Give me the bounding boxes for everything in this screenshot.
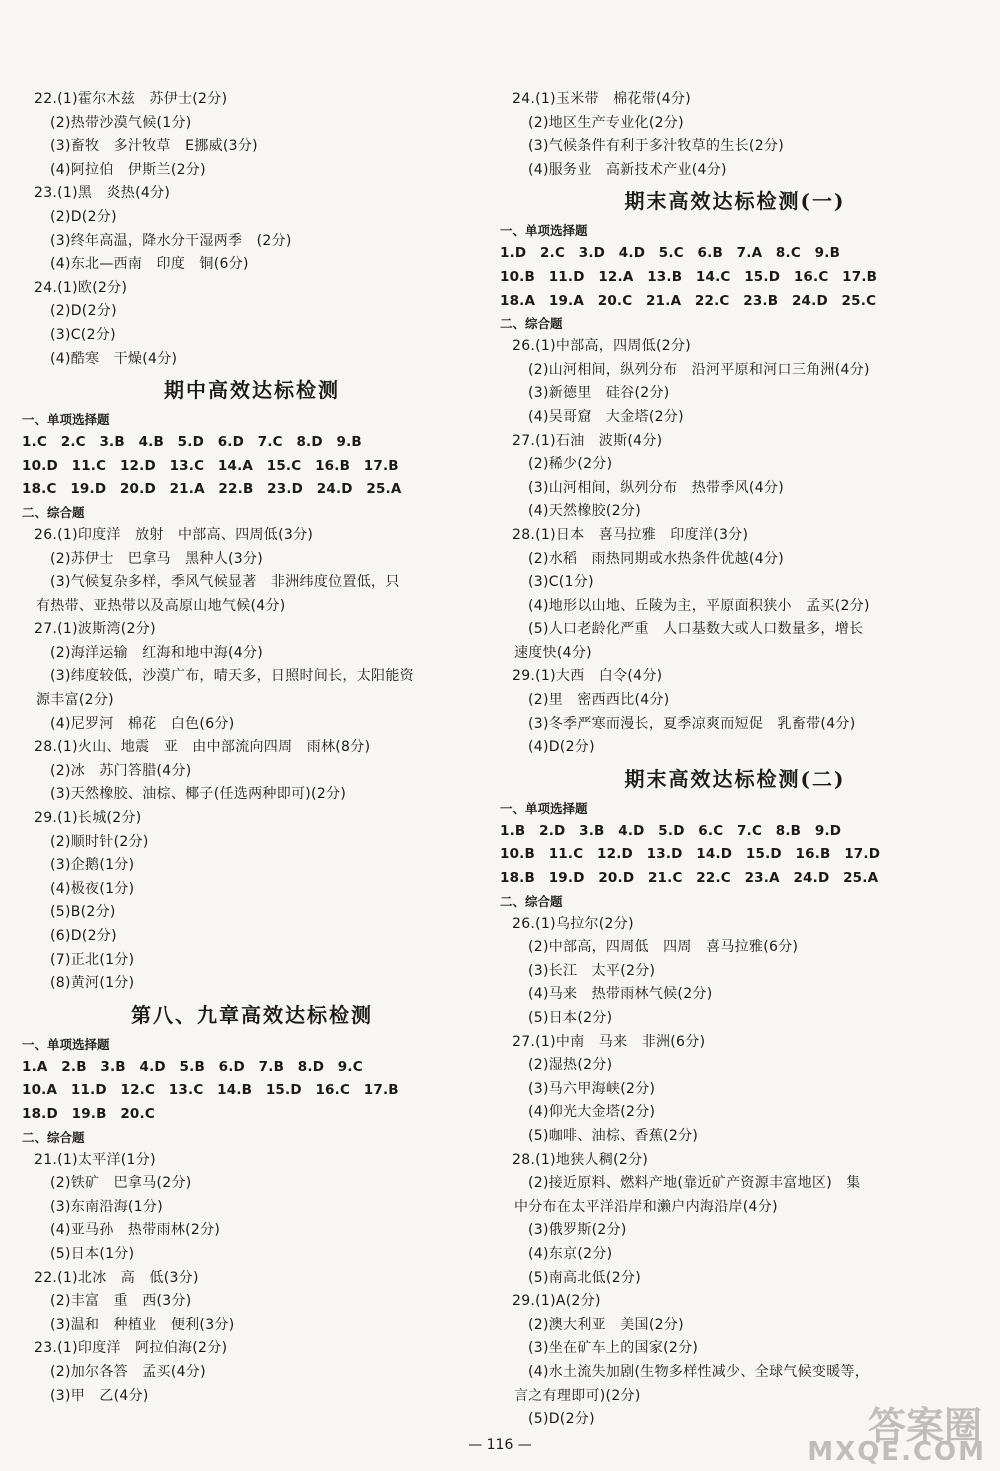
question-answer: 29.(1)大西 白令(4分) xyxy=(512,668,663,685)
multiple-choice-answers: 18.B 19.D 20.D 21.C 22.C 23.A 24.D 25.A xyxy=(500,870,879,887)
question-answer: 23.(1)黑 炎热(4分) xyxy=(34,185,171,202)
sub-answer: (3)坐在矿车上的国家(2分) xyxy=(528,1340,699,1357)
sub-answer: (3)山河相间，纵列分布 热带季风(4分) xyxy=(528,479,784,496)
question-answer: 23.(1)印度洋 阿拉伯海(2分) xyxy=(34,1340,228,1357)
watermark-logo-text: 答案圈 xyxy=(867,1403,982,1448)
multiple-choice-answers: 1.A 2.B 3.B 4.D 5.B 6.D 7.B 8.D 9.C xyxy=(22,1058,363,1075)
question-answer: 28.(1)日本 喜马拉雅 印度洋(3分) xyxy=(512,526,749,543)
sub-answer: (4)酷寒 干燥(4分) xyxy=(50,350,178,367)
sub-answer: (3)气候复杂多样，季风气候显著 非洲纬度位置低，只 xyxy=(50,574,400,591)
page-number: — 116 — xyxy=(468,1437,532,1453)
sub-answer: (3)马六甲海峡(2分) xyxy=(528,1080,656,1097)
sub-answer: (4)极夜(1分) xyxy=(50,880,135,897)
sub-answer: (3)终年高温，降水分干湿两季 (2分) xyxy=(50,232,292,249)
section-title: 期中高效达标检测 xyxy=(164,378,340,403)
sub-answer: (3)俄罗斯(2分) xyxy=(528,1222,627,1239)
sub-answer: (4)水土流失加剧(生物多样性减少、全球气候变暖等， xyxy=(528,1363,870,1380)
question-answer: 26.(1)印度洋 放射 中部高、四周低(3分) xyxy=(34,526,314,543)
sub-answer: (2)苏伊士 巴拿马 黑种人(3分) xyxy=(50,550,264,567)
sub-answer: (3)C(1分) xyxy=(528,574,594,591)
sub-answer: (5)B(2分) xyxy=(50,904,116,921)
sub-answer: (4)地形以山地、丘陵为主，平原面积狭小 孟买(2分) xyxy=(528,597,870,614)
section-title: 第八、九章高效达标检测 xyxy=(131,1002,373,1027)
right-column xyxy=(500,88,970,1432)
sub-answer: (4)阿拉伯 伊斯兰(2分) xyxy=(50,161,206,178)
sub-answer: (3)企鹅(1分) xyxy=(50,857,135,874)
sub-answer: (2)顺时针(2分) xyxy=(50,833,149,850)
subsection-heading: 一、单项选择题 xyxy=(22,412,110,428)
sub-answer: (2)澳大利亚 美国(2分) xyxy=(528,1316,684,1333)
subsection-heading: 一、单项选择题 xyxy=(500,223,588,239)
question-answer: 27.(1)波斯湾(2分) xyxy=(34,621,156,638)
answer-continuation: 言之有理即可)(2分) xyxy=(514,1387,641,1404)
subsection-heading: 二、综合题 xyxy=(22,504,85,520)
multiple-choice-answers: 18.D 19.B 20.C xyxy=(22,1105,155,1122)
multiple-choice-answers: 18.A 19.A 20.C 21.A 22.C 23.B 24.D 25.C xyxy=(500,292,877,309)
answer-continuation: 有热带、亚热带以及高原山地气候(4分) xyxy=(36,597,286,614)
left-column xyxy=(22,88,482,1408)
answer-continuation: 速度快(4分) xyxy=(514,644,592,661)
sub-answer: (4)东北—西南 印度 铜(6分) xyxy=(50,256,249,273)
subsection-heading: 二、综合题 xyxy=(500,893,563,909)
question-answer: 24.(1)玉米带 棉花带(4分) xyxy=(512,91,692,107)
question-answer: 24.(1)欧(2分) xyxy=(34,279,128,296)
multiple-choice-answers: 10.B 11.C 12.D 13.D 14.D 15.D 16.B 17.D xyxy=(500,846,881,863)
multiple-choice-answers: 10.A 11.D 12.C 13.C 14.B 15.D 16.C 17.B xyxy=(22,1082,399,1099)
answer-continuation: 源丰富(2分) xyxy=(36,692,114,709)
subsection-heading: 一、单项选择题 xyxy=(500,800,588,816)
sub-answer: (4)服务业 高新技术产业(4分) xyxy=(528,161,727,178)
sub-answer: (8)黄河(1分) xyxy=(50,975,135,992)
sub-answer: (4)亚马孙 热带雨林(2分) xyxy=(50,1222,221,1239)
sub-answer: (2)里 密西西比(4分) xyxy=(528,692,670,709)
question-answer: 29.(1)A(2分) xyxy=(512,1293,601,1310)
question-answer: 21.(1)太平洋(1分) xyxy=(34,1151,156,1168)
watermark-url: MXQE.COM xyxy=(807,1437,986,1467)
subsection-heading: 一、单项选择题 xyxy=(22,1036,110,1052)
sub-answer: (5)日本(2分) xyxy=(528,1010,613,1026)
sub-answer: (4)东京(2分) xyxy=(528,1245,613,1262)
sub-answer: (2)热带沙漠气候(1分) xyxy=(50,114,192,131)
sub-answer: (3)新德里 硅谷(2分) xyxy=(528,385,670,402)
question-answer: 27.(1)中南 马来 非洲(6分) xyxy=(512,1033,706,1050)
question-answer: 26.(1)乌拉尔(2分) xyxy=(512,915,634,932)
sub-answer: (2)丰富 重 西(3分) xyxy=(50,1293,192,1310)
sub-answer: (3)纬度较低，沙漠广布，晴天多，日照时间长，太阳能资 xyxy=(50,668,414,685)
sub-answer: (3)畜牧 多汁牧草 E挪威(3分) xyxy=(50,138,258,155)
subsection-heading: 二、综合题 xyxy=(500,316,563,332)
sub-answer: (6)D(2分) xyxy=(50,928,117,944)
sub-answer: (2)加尔各答 孟买(4分) xyxy=(50,1363,206,1380)
sub-answer: (5)南高北低(2分) xyxy=(528,1269,641,1286)
sub-answer: (4)天然橡胶(2分) xyxy=(528,503,641,520)
sub-answer: (3)C(2分) xyxy=(50,326,116,343)
sub-answer: (7)正北(1分) xyxy=(50,951,135,968)
question-answer: 28.(1)地狭人稠(2分) xyxy=(512,1151,649,1168)
watermark-logo xyxy=(790,1395,990,1467)
subsection-heading: 二、综合题 xyxy=(22,1129,85,1145)
question-answer: 22.(1)霍尔木兹 苏伊士(2分) xyxy=(34,91,228,107)
section-title: 期末高效达标检测(一) xyxy=(624,189,846,214)
sub-answer: (5)人口老龄化严重 人口基数大或人口数量多，增长 xyxy=(528,621,864,638)
question-answer: 22.(1)北冰 高 低(3分) xyxy=(34,1269,199,1286)
section-title: 期末高效达标检测(二) xyxy=(624,766,846,791)
sub-answer: (5)咖啡、油棕、香蕉(2分) xyxy=(528,1127,699,1144)
question-answer: 28.(1)火山、地震 亚 由中部流向四周 雨林(8分) xyxy=(34,739,371,756)
question-answer: 29.(1)长城(2分) xyxy=(34,810,142,827)
sub-answer: (4)尼罗河 棉花 白色(6分) xyxy=(50,715,235,732)
question-answer: 26.(1)中部高，四周低(2分) xyxy=(512,338,692,355)
multiple-choice-answers: 10.B 11.D 12.A 13.B 14.C 15.D 16.C 17.B xyxy=(500,268,878,285)
multiple-choice-answers: 1.C 2.C 3.B 4.B 5.D 6.D 7.C 8.D 9.B xyxy=(22,434,362,451)
sub-answer: (2)接近原料、燃料产地(靠近矿产资源丰富地区) 集 xyxy=(528,1175,861,1192)
sub-answer: (2)D(2分) xyxy=(50,208,117,225)
multiple-choice-answers: 18.C 19.D 20.D 21.A 22.B 23.D 24.D 25.A xyxy=(22,481,402,498)
sub-answer: (3)天然橡胶、油棕、椰子(任选两种即可)(2分) xyxy=(50,786,347,803)
answer-continuation: 中分布在太平洋沿岸和濑户内海沿岸(4分) xyxy=(514,1198,778,1215)
sub-answer: (2)中部高，四周低 四周 喜马拉雅(6分) xyxy=(528,939,799,956)
multiple-choice-answers: 1.B 2.D 3.B 4.D 5.D 6.C 7.C 8.B 9.D xyxy=(500,822,842,839)
sub-answer: (4)吴哥窟 大金塔(2分) xyxy=(528,408,684,425)
sub-answer: (2)铁矿 巴拿马(2分) xyxy=(50,1175,192,1192)
sub-answer: (2)D(2分) xyxy=(50,303,117,320)
sub-answer: (2)地区生产专业化(2分) xyxy=(528,114,684,131)
sub-answer: (5)D(2分) xyxy=(528,1411,595,1428)
sub-answer: (3)甲 乙(4分) xyxy=(50,1387,149,1404)
sub-answer: (3)冬季严寒而漫长，夏季凉爽而短促 乳畜带(4分) xyxy=(528,715,856,732)
sub-answer: (4)马来 热带雨林气候(2分) xyxy=(528,986,713,1003)
question-answer: 27.(1)石油 波斯(4分) xyxy=(512,432,663,449)
sub-answer: (2)冰 苏门答腊(4分) xyxy=(50,762,192,779)
sub-answer: (2)湿热(2分) xyxy=(528,1057,613,1074)
sub-answer: (2)稀少(2分) xyxy=(528,456,613,473)
multiple-choice-answers: 10.D 11.C 12.D 13.C 14.A 15.C 16.B 17.B xyxy=(22,457,399,474)
sub-answer: (2)海洋运输 红海和地中海(4分) xyxy=(50,644,264,661)
sub-answer: (3)气候条件有利于多汁牧草的生长(2分) xyxy=(528,138,784,155)
sub-answer: (3)长江 太平(2分) xyxy=(528,962,656,979)
sub-answer: (2)山河相间，纵列分布 沿河平原和河口三角洲(4分) xyxy=(528,361,870,378)
sub-answer: (3)温和 种植业 便利(3分) xyxy=(50,1316,235,1333)
multiple-choice-answers: 1.D 2.C 3.D 4.D 5.C 6.B 7.A 8.C 9.B xyxy=(500,245,841,262)
sub-answer: (3)东南沿海(1分) xyxy=(50,1198,163,1215)
sub-answer: (2)水稻 雨热同期或水热条件优越(4分) xyxy=(528,550,784,567)
sub-answer: (4)仰光大金塔(2分) xyxy=(528,1104,656,1121)
sub-answer: (4)D(2分) xyxy=(528,739,595,756)
sub-answer: (5)日本(1分) xyxy=(50,1245,135,1262)
